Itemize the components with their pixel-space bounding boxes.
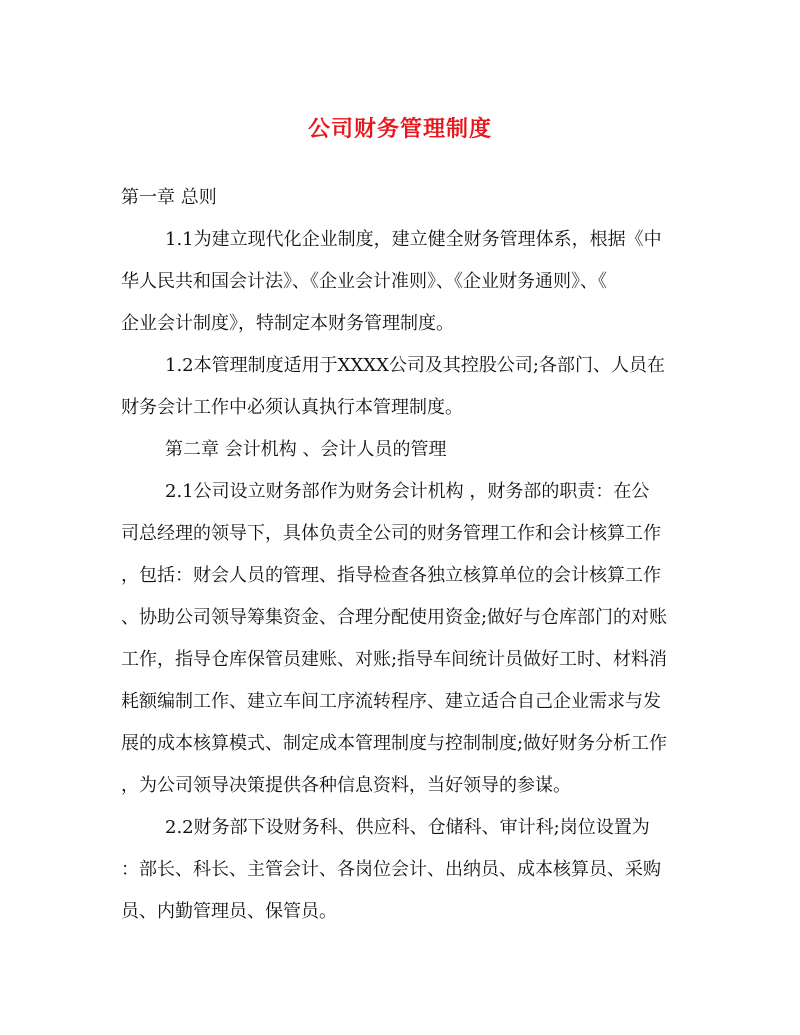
paragraph-line: ，包括：财会人员的管理、指导检查各独立核算单位的会计核算工作 xyxy=(121,565,661,586)
paragraph-line: 司总经理的领导下，具体负责全公司的财务管理工作和会计核算工作 xyxy=(121,523,661,544)
paragraph-line: 1.2本管理制度适用于XXXX公司及其控股公司;各部门、人员在 xyxy=(165,355,665,376)
paragraph-line: 员、内勤管理员、保管员。 xyxy=(121,901,337,922)
chapter-1-heading: 第一章 总则 xyxy=(121,187,217,208)
paragraph-line: ，为公司领导决策提供各种信息资料，当好领导的参谋。 xyxy=(121,775,571,796)
paragraph-line: 耗额编制工作、建立车间工序流转程序、建立适合自己企业需求与发 xyxy=(121,691,661,712)
paragraph-line: 1.1为建立现代化企业制度，建立健全财务管理体系，根据《中 xyxy=(165,229,662,250)
paragraph-line: 2.2财务部下设财务科、供应科、仓储科、审计科;岗位设置为 xyxy=(165,817,650,838)
paragraph-line: 工作，指导仓库保管员建账、对账;指导车间统计员做好工时、材料消 xyxy=(121,649,668,670)
paragraph-line: 、协助公司领导筹集资金、合理分配使用资金;做好与仓库部门的对账 xyxy=(121,607,668,628)
paragraph-line: 展的成本核算模式、制定成本管理制度与控制制度;做好财务分析工作 xyxy=(121,733,668,754)
chapter-2-heading: 第二章 会计机构 、会计人员的管理 xyxy=(165,439,447,460)
paragraph-line: 华人民共和国会计法》、《企业会计准则》、《企业财务通则》、《 xyxy=(121,271,607,292)
paragraph-line: ：部长、科长、主管会计、各岗位会计、出纳员、成本核算员、采购 xyxy=(121,859,661,880)
document-title: 公司财务管理制度 xyxy=(307,116,492,142)
paragraph-line: 财务会计工作中必须认真执行本管理制度。 xyxy=(121,397,463,418)
paragraph-line: 企业会计制度》，特制定本财务管理制度。 xyxy=(121,313,454,334)
paragraph-line: 2.1公司设立财务部作为财务会计机构 ，财务部的职责：在公 xyxy=(165,481,650,502)
